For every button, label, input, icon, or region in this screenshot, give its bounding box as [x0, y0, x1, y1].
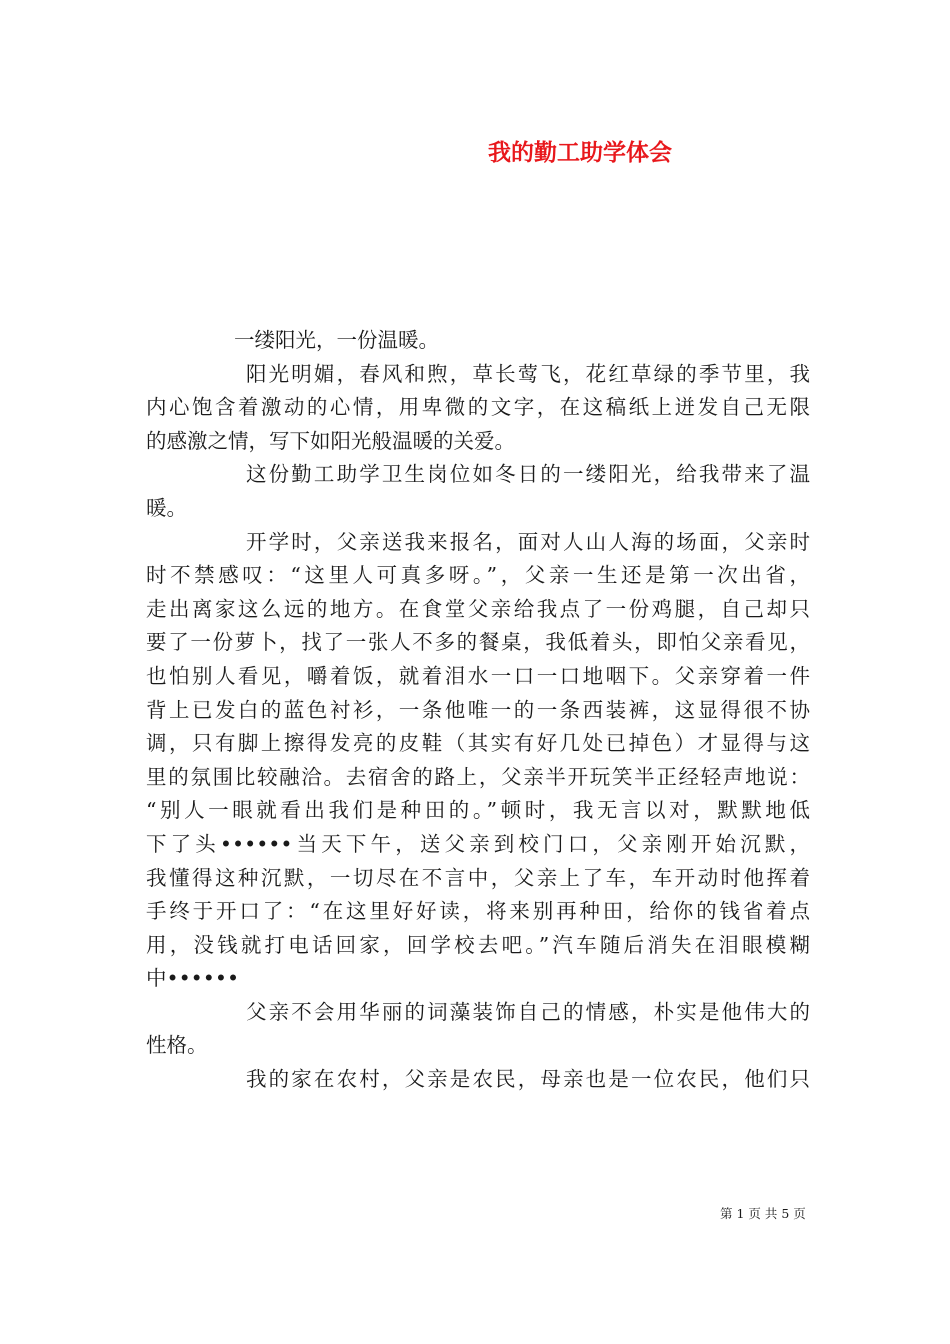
paragraph-line: 也怕别人看见，嚼着饭，就着泪水一口一口地咽下。父亲穿着一件 [146, 663, 810, 688]
paragraph-line: 下了头••••••当天下午，送父亲到校门口，父亲刚开始沉默， [146, 831, 810, 856]
document-title: 我的勤工助学体会 [488, 139, 672, 166]
paragraph-line: 阳光明媚，春风和煦，草长莺飞，花红草绿的季节里，我 [246, 361, 810, 386]
document-body [146, 324, 810, 1097]
paragraph-line: “别人一眼就看出我们是种田的。”顿时，我无言以对，默默地低 [146, 798, 810, 823]
paragraph-line: 暖。 [146, 495, 187, 520]
paragraph-line: 中•••••• [146, 966, 240, 991]
paragraph-line: 时不禁感叹：“这里人可真多呀。”，父亲一生还是第一次出省， [146, 563, 810, 588]
paragraph-line: 走出离家这么远的地方。在食堂父亲给我点了一份鸡腿，自己却只 [146, 596, 810, 621]
paragraph-line: 开学时，父亲送我来报名，面对人山人海的场面，父亲时 [246, 529, 810, 554]
paragraph-line: 内心饱含着激动的心情，用卑微的文字，在这稿纸上迸发自己无限 [146, 395, 810, 420]
paragraph-line: 性格。 [146, 1033, 208, 1058]
paragraph-line: 调，只有脚上擦得发亮的皮鞋（其实有好几处已掉色）才显得与这 [146, 731, 810, 756]
page-number-footer: 第 1 页 共 5 页 [720, 1206, 806, 1221]
paragraph-line: 父亲不会用华丽的词藻装饰自己的情感，朴实是他伟大的 [246, 999, 810, 1024]
paragraph-line: 我的家在农村，父亲是农民，母亲也是一位农民，他们只 [246, 1067, 810, 1092]
paragraph-line: 要了一份萝卜，找了一张人不多的餐桌，我低着头，即怕父亲看见， [146, 630, 810, 655]
paragraph-line: 里的氛围比较融洽。去宿舍的路上，父亲半开玩笑半正经轻声地说： [146, 764, 810, 789]
paragraph-line: 背上已发白的蓝色衬衫，一条他唯一的一条西装裤，这显得很不协 [146, 697, 810, 722]
paragraph-line: 一缕阳光，一份温暖。 [234, 328, 439, 352]
paragraph-line: 手终于开口了：“在这里好好读，将来别再种田，给你的钱省着点 [146, 899, 810, 924]
paragraph-line: 用，没钱就打电话回家，回学校去吧。”汽车随后消失在泪眼模糊 [146, 932, 810, 957]
paragraph-line: 的感激之情，写下如阳光般温暖的关爱。 [146, 428, 515, 453]
paragraph-line: 我懂得这种沉默，一切尽在不言中，父亲上了车，车开动时他挥着 [146, 865, 810, 890]
paragraph-line: 这份勤工助学卫生岗位如冬日的一缕阳光，给我带来了温 [246, 462, 810, 487]
